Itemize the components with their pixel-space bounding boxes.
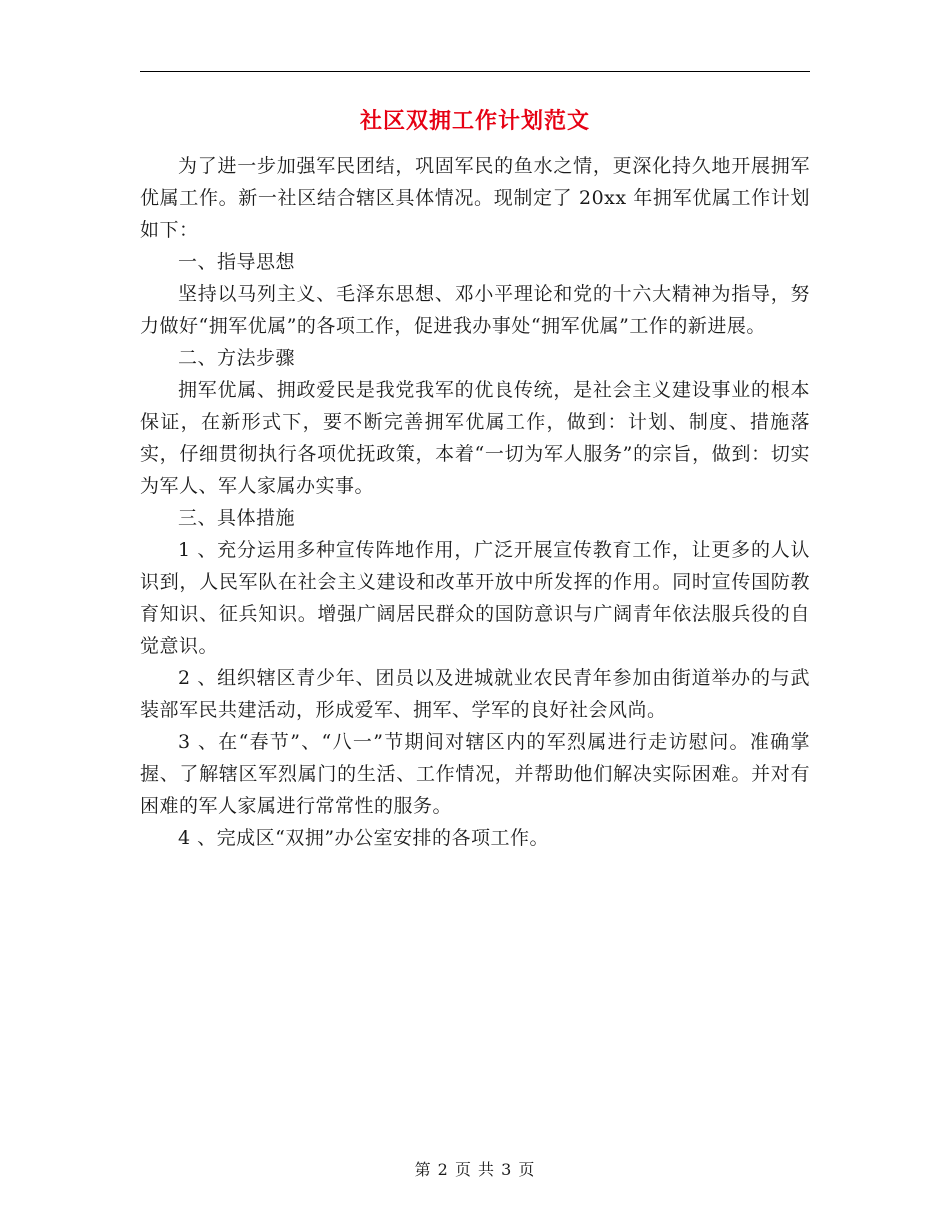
section-heading-specific-measures: 三、具体措施 [178, 507, 296, 529]
paragraph-measure-3: 3 、在“春节”、“八一”节期间对辖区内的军烈属进行走访慰问。准确掌握、了解辖区军烈属门的生活、工作情况，并帮助他们解决实际困难。并对有困难的军人家属进行常常性的服务。 [140, 731, 810, 817]
paragraph-method-steps: 拥军优属、拥政爱民是我党我军的优良传统，是社会主义建设事业的根本保证，在新形式下，要不断完善拥军优属工作，做到：计划、制度、措施落实，仔细贯彻执行各项优抚政策，本着“一切为军人服务”的宗旨，做到：切实为军人、军人家属办实事。 [140, 379, 810, 497]
section-heading-method-steps: 二、方法步骤 [178, 347, 296, 369]
paragraph-guiding-thought: 坚持以马列主义、毛泽东思想、邓小平理论和党的十六大精神为指导，努力做好“拥军优属”的各项工作，促进我办事处“拥军优属”工作的新进展。 [140, 283, 810, 337]
paragraph-measure-2: 2 、组织辖区青少年、团员以及进城就业农民青年参加由街道举办的与武装部军民共建活动，形成爱军、拥军、学军的良好社会风尚。 [140, 667, 810, 721]
header-rule [140, 71, 810, 72]
document-title: 社区双拥工作计划范文 [359, 109, 590, 134]
paragraph-intro: 为了进一步加强军民团结，巩固军民的鱼水之情，更深化持久地开展拥军优属工作。新一社区结合辖区具体情况。现制定了 20xx 年拥军优属工作计划如下： [140, 155, 810, 241]
section-heading-guiding-thought: 一、指导思想 [178, 251, 296, 273]
document-body [140, 150, 810, 854]
paragraph-measure-1: 1 、充分运用多种宣传阵地作用，广泛开展宣传教育工作，让更多的人认识到，人民军队在社会主义建设和改革开放中所发挥的作用。同时宣传国防教育知识、征兵知识。增强广阔居民群众的国防意识与广阔青年依法服兵役的自觉意识。 [140, 539, 810, 657]
paragraph-measure-4: 4 、完成区“双拥”办公室安排的各项工作。 [178, 827, 550, 849]
page-number-footer: 第 2 页 共 3 页 [414, 1160, 536, 1179]
